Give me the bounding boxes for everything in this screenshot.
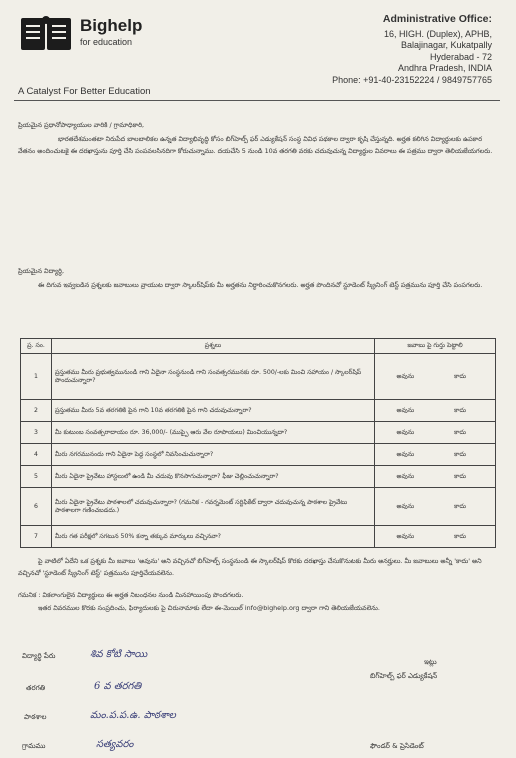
answer-no[interactable]: కాదు bbox=[454, 502, 467, 510]
answer-cell[interactable] bbox=[375, 400, 496, 422]
row-number: 2 bbox=[21, 400, 52, 422]
office-line: 16, HIGH. (Duplex), APHB, bbox=[383, 28, 492, 39]
answer-no[interactable]: కాదు bbox=[454, 450, 467, 458]
office-line: Balajinagar, Kukatpally bbox=[400, 40, 492, 50]
answer-cell[interactable] bbox=[375, 354, 496, 400]
row-question: మీరు ఏదైనా ప్రైవేటు పాఠశాలలో చదువుచున్నారా? (గమనిక - గవర్నమెంట్ సర్టిఫికేట్ ద్వారా చదువుచున్న పాఠశాల ప్రైవేటు పాఠశాలగా గణించబడదు.) bbox=[52, 488, 375, 526]
table-row bbox=[21, 400, 496, 422]
brand-name: Bighelp bbox=[80, 16, 143, 35]
org-signature-name: బిగ్‌హెల్ప్ ఫర్ ఎడ్యుకేషన్ bbox=[370, 672, 438, 680]
answer-no[interactable]: కాదు bbox=[454, 406, 467, 414]
answer-yes[interactable]: అవును bbox=[396, 472, 415, 480]
table-header-row bbox=[21, 339, 496, 354]
table-row bbox=[21, 354, 496, 400]
salutation: ప్రియమైన ప్రధానోపాధ్యాయుల వారికి / గ్రామాధికారి, bbox=[18, 121, 145, 129]
eligibility-table bbox=[20, 338, 496, 548]
student-name-value[interactable]: శివ కోటి సాయి bbox=[90, 649, 148, 660]
answer-cell[interactable] bbox=[375, 422, 496, 444]
tagline: A Catalyst For Better Education bbox=[18, 86, 151, 97]
student-name-label: విద్యార్థి పేరు bbox=[22, 652, 56, 660]
answer-no[interactable]: కాదు bbox=[454, 532, 467, 540]
answer-no[interactable]: కాదు bbox=[454, 472, 467, 480]
table-row bbox=[21, 466, 496, 488]
answer-yes[interactable]: అవును bbox=[396, 406, 415, 414]
village-value[interactable]: సత్యవరం bbox=[96, 739, 134, 750]
village-label: గ్రామము bbox=[22, 742, 46, 750]
row-number: 1 bbox=[21, 354, 52, 400]
brand-subtitle: for education bbox=[80, 37, 133, 47]
row-number: 7 bbox=[21, 526, 52, 548]
office-line: Hyderabad - 72 bbox=[429, 51, 492, 62]
answer-cell[interactable] bbox=[375, 526, 496, 548]
row-question: మీరు ఏదైనా ప్రైవేటు హాస్టలులో ఉండి మీ చదువు కొనసాగుచున్నారా? ఫీజు చెల్లించుచున్నారా? bbox=[52, 466, 375, 488]
table-row bbox=[21, 488, 496, 526]
row-number: 3 bbox=[21, 422, 52, 444]
contact-paragraph: ఇతర వివరముల కొరకు సంప్రదించు, ఫిర్యాదులకు పై చిరునామాకు లేదా ఈ-మెయిల్ info@bighelp.org ద్వారా గాని తెలియజేయవలెను. bbox=[38, 604, 380, 612]
office-phone: Phone: +91-40-23152224 / 9849757765 bbox=[332, 74, 492, 85]
header-divider bbox=[14, 100, 500, 101]
table-row bbox=[21, 526, 496, 548]
school-value[interactable]: మం.ప.ప.ఉ. పాఠశాల bbox=[90, 710, 176, 721]
answer-cell[interactable] bbox=[375, 488, 496, 526]
row-number: 6 bbox=[21, 488, 52, 526]
answer-yes[interactable]: అవును bbox=[396, 532, 415, 540]
answer-yes[interactable]: అవును bbox=[396, 450, 415, 458]
answer-no[interactable]: కాదు bbox=[454, 372, 467, 380]
answer-no[interactable]: కాదు bbox=[454, 428, 467, 436]
row-question: మీరు నగరమునందు గాని ఏదైనా పెద్ద సంస్థలో నివసించుచున్నారా? bbox=[52, 444, 375, 466]
class-value[interactable]: 6 వ తరగతి bbox=[94, 681, 142, 692]
answer-yes[interactable]: అవును bbox=[396, 502, 415, 510]
brand-block bbox=[80, 16, 142, 47]
column-header: ప్ర. సం. bbox=[21, 339, 52, 354]
bighelp-logo-icon bbox=[20, 14, 72, 54]
intro-paragraph: భారతదేశమంతటా నిరుపేద బాలబాలికల ఉన్నత విద్యాభివృద్ధి కోసం బిగ్‌హెల్ప్ ఫర్ ఎడ్యుకేషన్ సంస్థ వివిధ పథకాల ద్వారా కృషి చేస్తున్నది. అర్హత కలిగిన విద్యార్థులకు ఉపకార వేతనం అందించుటకై ఈ దరఖాస్తును పూర్తి చేసి పంపవలసినదిగా కోరుచున్నాము. దయచేసి 5 నుండి 10వ తరగతి వరకు చదువుచున్న విద్యార్థుల వివరాలు ఈ పత్రము ద్వారా తెలియజేయగలరు. bbox=[18, 135, 493, 155]
student-salutation: ప్రియమైన విద్యార్థి, bbox=[18, 267, 64, 275]
eligibility-note-paragraph: పై వాటిలో ఏదేని ఒక ప్రశ్నకు మీ జవాబు 'అవును' అని వచ్చినచో బిగ్‌హెల్ప్ సంస్థనుండి ఈ స్కాలర్‌షిప్ కొరకు దరఖాస్తు చేసుకొనుటకు మీరు అనర్హులు. మీ జవాబులు అన్నీ 'కాదు' అని వచ్చినచో 'స్టూడెంట్ స్క్రీనింగ్ టెస్ట్' పత్రమును పూర్తిచేయవలెను. bbox=[18, 557, 482, 577]
row-number: 4 bbox=[21, 444, 52, 466]
column-header: జవాబు పై గుర్తు పెట్టాలి bbox=[375, 339, 496, 354]
table-row bbox=[21, 422, 496, 444]
table-row bbox=[21, 444, 496, 466]
answer-cell[interactable] bbox=[375, 444, 496, 466]
row-question: ప్రస్తుతము మీరు 5వ తరగతికి పైన గాని 10వ తరగతికి పైన గాని చదువుచున్నారా? bbox=[52, 400, 375, 422]
answer-yes[interactable]: అవును bbox=[396, 372, 415, 380]
school-label: పాఠశాల bbox=[24, 713, 47, 721]
instructions-paragraph: ఈ దిగువ ఇవ్వబడిన ప్రశ్నలకు జవాబులు వ్రాయుట ద్వారా స్కాలర్‌షిప్‌కు మీ అర్హతను నిర్ధారించుకొనగలరు. అర్హత పొందినచో స్టూడెంట్ స్క్రీనింగ్ టెస్ట్ పత్రమును పూర్తి చేసి పంపగలరు. bbox=[38, 281, 483, 289]
column-header: ప్రశ్నలు bbox=[52, 339, 375, 354]
founder-title: ఫౌండర్ & ప్రెసిడెంట్ bbox=[370, 742, 424, 750]
office-address bbox=[332, 14, 492, 86]
office-line: Andhra Pradesh, INDIA bbox=[397, 63, 492, 73]
row-question: ప్రస్తుతము మీరు ప్రభుత్వమునుండి గాని ఏదైనా సంస్థనుండి గాని సంవత్సరమునకు రూ. 500/-లకు మించి సహాయం / స్కాలర్‌షిప్ పొందుచున్నారా? bbox=[52, 354, 375, 400]
answer-cell[interactable] bbox=[375, 466, 496, 488]
class-label: తరగతి bbox=[26, 684, 46, 692]
answer-yes[interactable]: అవును bbox=[396, 428, 415, 436]
row-number: 5 bbox=[21, 466, 52, 488]
disability-note: గమనిక : వికలాంగులైన విద్యార్థులు ఈ అర్హత నిబంధనల నుండి మినహాయింపు పొందగలరు. bbox=[18, 591, 244, 599]
regards-text: ఇట్లు bbox=[424, 658, 437, 666]
row-question: మీరు గత పరీక్షలో సగటున 50% కన్నా తక్కువ మార్కులు వచ్చినవా? bbox=[52, 526, 375, 548]
office-title: Administrative Office: bbox=[382, 13, 492, 25]
row-question: మీ కుటుంబ సంవత్సరాదాయం రూ. 36,000/- (ముప్పై ఆరు వేల రూపాయలు) మించియున్నదా? bbox=[52, 422, 375, 444]
